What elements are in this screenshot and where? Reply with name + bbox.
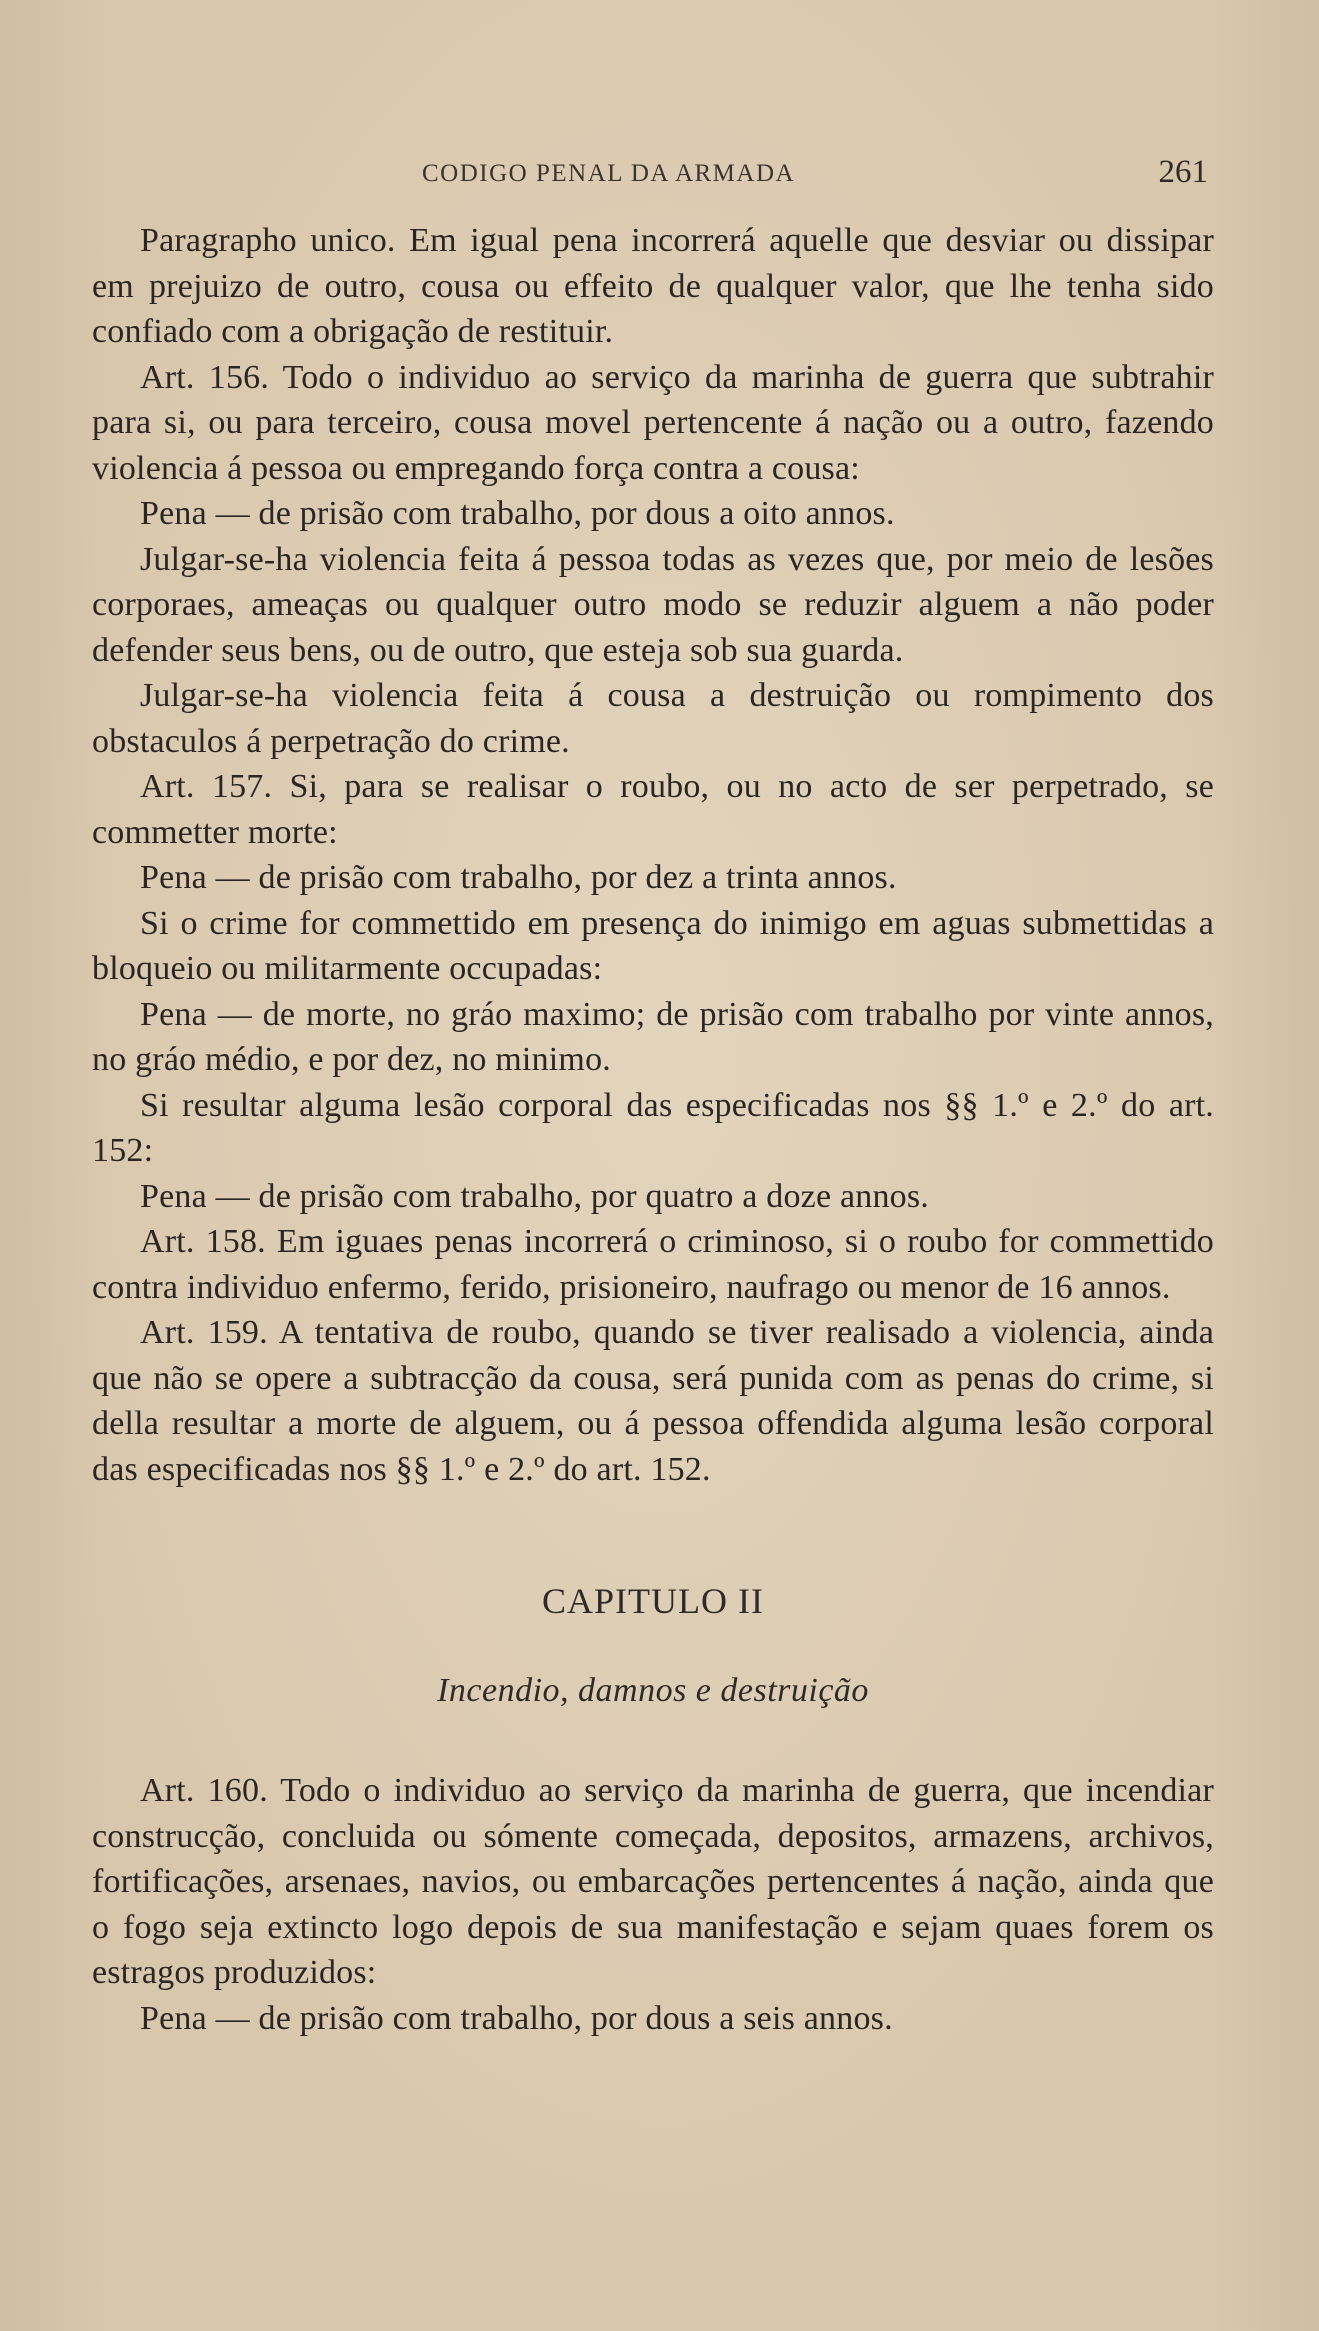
violence-person-definition: Julgar-se-ha violencia feita á pessoa todas as vezes que, por meio de lesões corporaes, ameaças ou qualquer outro modo se reduzir alguem a não poder defender seus bens, ou de outro, que esteja sob sua guarda. [92, 540, 1214, 669]
article-157: Art. 157. Si, para se realisar o roubo, ou no acto de ser perpetrado, se commetter morte: [92, 768, 1214, 851]
article-156: Art. 156. Todo o individuo ao serviço da marinha de guerra que subtrahir para si, ou para terceiro, cousa movel pertencente á nação ou a outro, fazendo violencia á pessoa ou empregando força contra a cousa: [92, 358, 1214, 487]
penalty-157: Pena — de prisão com trabalho, por dez a trinta annos. [140, 859, 897, 896]
clause-enemy-presence: Si o crime for commettido em presença do inimigo em aguas submettidas a bloqueio ou militarmente occupadas: [92, 904, 1214, 987]
chapter-subtitle: Incendio, damnos e destruição [437, 1672, 869, 1709]
book-page [92, 150, 1214, 2041]
paragraph-unico: Paragrapho unico. Em igual pena incorrerá aquelle que desviar ou dissipar em prejuizo de outro, cousa ou effeito de qualquer valor, que lhe tenha sido confiado com a obrigação de restituir. [92, 222, 1214, 350]
penalty-156: Pena — de prisão com trabalho, por dous a oito annos. [140, 495, 895, 532]
section-incendio [92, 1768, 1214, 2041]
violence-thing-definition: Julgar-se-ha violencia feita á cousa a destruição ou rompimento dos obstaculos á perpetração do crime. [92, 677, 1214, 760]
article-158: Art. 158. Em iguaes penas incorrerá o criminoso, si o roubo for commettido contra individuo enfermo, ferido, prisioneiro, naufrago ou menor de 16 annos. [92, 1223, 1214, 1306]
penalty-enemy-presence: Pena — de morte, no gráo maximo; de prisão com trabalho por vinte annos, no gráo médio, e por dez, no minimo. [92, 995, 1214, 1078]
article-159: Art. 159. A tentativa de roubo, quando se tiver realisado a violencia, ainda que não se opere a subtracção da cousa, será punida com as penas do crime, si della resultar a morte de alguem, ou á pessoa offendida alguma lesão corporal das especificadas nos §§ 1.º e 2.º do art. 152. [92, 1314, 1214, 1488]
running-title: CODIGO PENAL DA ARMADA [422, 160, 796, 187]
penalty-bodily-injury: Pena — de prisão com trabalho, por quatro a doze annos. [140, 1177, 929, 1215]
chapter-title: CAPITULO II [542, 1581, 764, 1621]
penalty-160: Pena — de prisão com trabalho, por dous a seis annos. [140, 1999, 893, 2037]
section-roubo [92, 218, 1214, 1492]
running-head [92, 150, 1214, 200]
article-160: Art. 160. Todo o individuo ao serviço da marinha de guerra, que incendiar construcção, concluida ou sómente começada, depositos, armazens, archivos, fortificações, arsenaes, navios, ou embarcações pertencentes á nação, ainda que o fogo seja extincto logo depois de sua manifestação e sejam quaes forem os estragos produzidos: [92, 1772, 1214, 1991]
page-number: 261 [1158, 154, 1208, 190]
clause-bodily-injury: Si resultar alguma lesão corporal das especificadas nos §§ 1.º e 2.º do art. 152: [92, 1086, 1214, 1169]
